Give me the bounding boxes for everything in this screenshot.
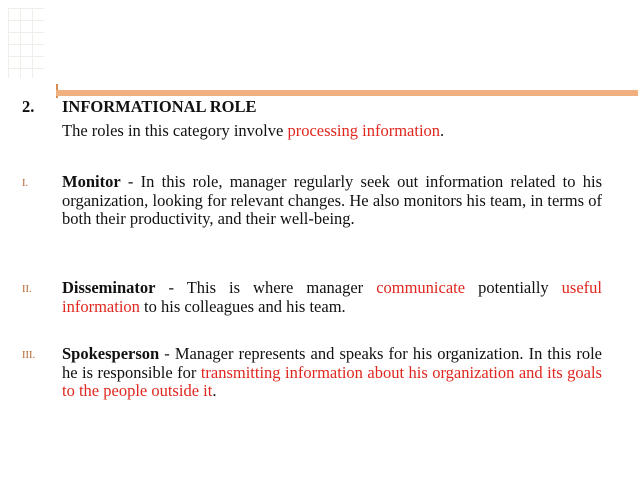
item-term: Spokesperson [62, 344, 160, 363]
intro-prefix: The roles in this category involve [62, 121, 288, 140]
item-highlight: transmitting information about his organization and its goals to the people outside it [62, 362, 602, 400]
item-term: Monitor [62, 172, 121, 191]
item-text-before: - This is where manager [155, 278, 377, 297]
intro-suffix: . [440, 121, 445, 140]
heading-text: INFORMATIONAL ROLE [62, 97, 257, 116]
list-item-monitor [62, 173, 602, 229]
heading-number: 2. [22, 97, 35, 116]
item-highlight: useful information [62, 278, 602, 316]
item-text-before: - Manager represents and speaks for his organization. In this role he is responsible for [62, 344, 602, 382]
slide-header-area [0, 0, 638, 92]
intro-highlight: processing information [287, 121, 441, 140]
item-numeral-monitor: I. [22, 178, 29, 189]
item-text: - In this role, manager regularly seek out information related to his organization, looking for relevant changes. He also monitors his team, in terms of both their productivity, and their well-being. [62, 172, 602, 228]
list-item-disseminator [62, 279, 602, 316]
accent-bar [56, 90, 638, 96]
intro-text [62, 121, 444, 141]
item-numeral-spokesperson: III. [22, 350, 36, 361]
item-text-middle: potentially [465, 278, 562, 297]
item-numeral-disseminator: II. [22, 284, 32, 295]
item-term: Disseminator [62, 278, 156, 297]
item-text-after: to his colleagues and his team. [139, 296, 346, 316]
item-text-after: . [212, 381, 217, 400]
grid-decoration [8, 8, 44, 78]
section-heading [22, 97, 257, 117]
list-item-spokesperson [62, 345, 602, 401]
item-highlight: communicate [376, 278, 466, 297]
